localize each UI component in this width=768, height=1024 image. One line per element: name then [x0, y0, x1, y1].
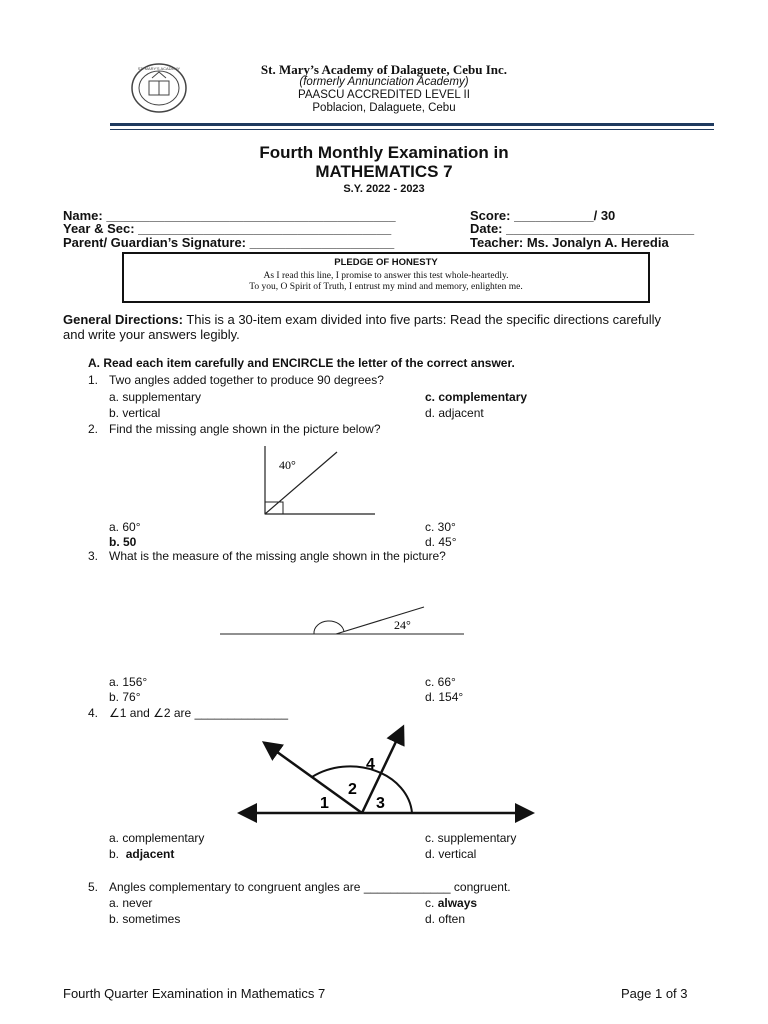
q5-option-c[interactable]: [425, 896, 477, 910]
q1-option-c[interactable]: c. complementary: [425, 390, 528, 404]
q2-number: 2.: [88, 422, 99, 436]
footer-title: Fourth Quarter Examination in Mathematics 7: [63, 986, 326, 1001]
school-year: S.Y. 2022 - 2023: [343, 183, 425, 195]
date-field[interactable]: Date: __________________________: [470, 221, 695, 236]
name-field[interactable]: Name: ________________________________________: [63, 208, 396, 223]
q3-option-d[interactable]: d. 154°: [425, 690, 464, 704]
q1-number: 1.: [88, 373, 99, 387]
header-divider-thick: [110, 123, 714, 126]
directions-label: General Directions:: [63, 312, 183, 327]
q5-option-d[interactable]: d. often: [425, 912, 466, 926]
q4-option-c[interactable]: c. supplementary: [425, 831, 517, 845]
q4-option-d[interactable]: d. vertical: [425, 847, 477, 861]
header-divider-thin: [110, 129, 714, 130]
q3-number: 3.: [88, 549, 99, 563]
q4-option-b-prefix: b.: [109, 847, 120, 861]
q1-option-b[interactable]: b. vertical: [109, 406, 161, 420]
q3-angle-figure: [218, 600, 468, 642]
q2-diagonal-ray: [265, 452, 337, 514]
q3-option-c[interactable]: c. 66°: [425, 675, 456, 689]
q3-angle-arc: [314, 621, 344, 634]
q5-option-c-prefix: c.: [425, 896, 435, 910]
exam-title-line1: Fourth Monthly Examination in: [259, 143, 509, 162]
q3-text: What is the measure of the missing angle shown in the picture?: [109, 549, 446, 563]
q1-text: Two angles added together to produce 90 degrees?: [109, 373, 384, 387]
q1-option-d[interactable]: d. adjacent: [425, 406, 484, 420]
q2-text: Find the missing angle shown in the picture below?: [109, 422, 381, 436]
q5-number: 5.: [88, 880, 99, 894]
score-field[interactable]: Score: ___________/ 30: [470, 208, 616, 223]
pledge-line2: To you, O Spirit of Truth, I entrust my mind and memory, enlighten me.: [249, 282, 523, 292]
q4-label-4: 4: [366, 756, 375, 773]
address: Poblacion, Dalaguete, Cebu: [312, 102, 456, 114]
general-directions: [63, 312, 713, 327]
q3-option-a[interactable]: a. 156°: [109, 675, 148, 689]
q4-option-b-text: adjacent: [125, 847, 175, 861]
former-name: (formerly Annunciation Academy): [299, 76, 469, 88]
page-number: Page 1 of 3: [621, 986, 688, 1001]
q2-option-b[interactable]: b. 50: [109, 535, 137, 549]
q2-option-c[interactable]: c. 30°: [425, 520, 456, 534]
q4-text: ∠1 and ∠2 are ______________: [109, 706, 288, 720]
teacher-name: Teacher: Ms. Jonalyn A. Heredia: [470, 235, 669, 250]
pledge-box: [122, 252, 650, 303]
q4-number: 4.: [88, 706, 99, 720]
accreditation: PAASCU ACCREDITED LEVEL II: [298, 89, 470, 101]
q4-option-a[interactable]: a. complementary: [109, 831, 205, 845]
q2-angle-label: 40°: [279, 458, 296, 472]
q5-option-b[interactable]: b. sometimes: [109, 912, 181, 926]
year-sec-field[interactable]: Year & Sec: ___________________________________: [63, 221, 392, 236]
q5-option-a[interactable]: a. never: [109, 896, 153, 910]
school-name: St. Mary’s Academy of Dalaguete, Cebu Inc.: [260, 62, 508, 77]
q4-label-2: 2: [348, 781, 357, 798]
q4-angles-figure: [236, 724, 536, 824]
exam-title-line2: MATHEMATICS 7: [315, 162, 453, 181]
q4-upper-left-ray: [266, 744, 362, 813]
q2-option-d[interactable]: d. 45°: [425, 535, 457, 549]
directions-text-2: and write your answers legibly.: [63, 327, 240, 342]
q5-option-c-text: always: [437, 896, 478, 910]
q4-label-1: 1: [320, 795, 329, 812]
seal-text: ST. MARY'S ACADEMY: [137, 66, 181, 71]
q2-angle-figure: [255, 442, 380, 520]
q4-label-3: 3: [376, 795, 385, 812]
q2-option-a[interactable]: a. 60°: [109, 520, 141, 534]
q5-text: Angles complementary to congruent angles are _____________ congruent.: [109, 880, 511, 894]
directions-text: This is a 30-item exam divided into five parts: Read the specific directions carefully: [182, 312, 662, 327]
pledge-title: PLEDGE OF HONESTY: [334, 257, 438, 268]
part-a-heading: A. Read each item carefully and ENCIRCLE the letter of the correct answer.: [88, 356, 515, 370]
q4-option-b[interactable]: [109, 847, 174, 861]
pledge-line1: As I read this line, I promise to answer this test whole-heartedly.: [263, 271, 509, 281]
q3-angle-label: 24°: [394, 618, 411, 632]
parent-signature-field[interactable]: Parent/ Guardian’s Signature: ____________________: [63, 235, 395, 250]
q1-option-a[interactable]: a. supplementary: [109, 390, 202, 404]
q3-option-b[interactable]: b. 76°: [109, 690, 141, 704]
